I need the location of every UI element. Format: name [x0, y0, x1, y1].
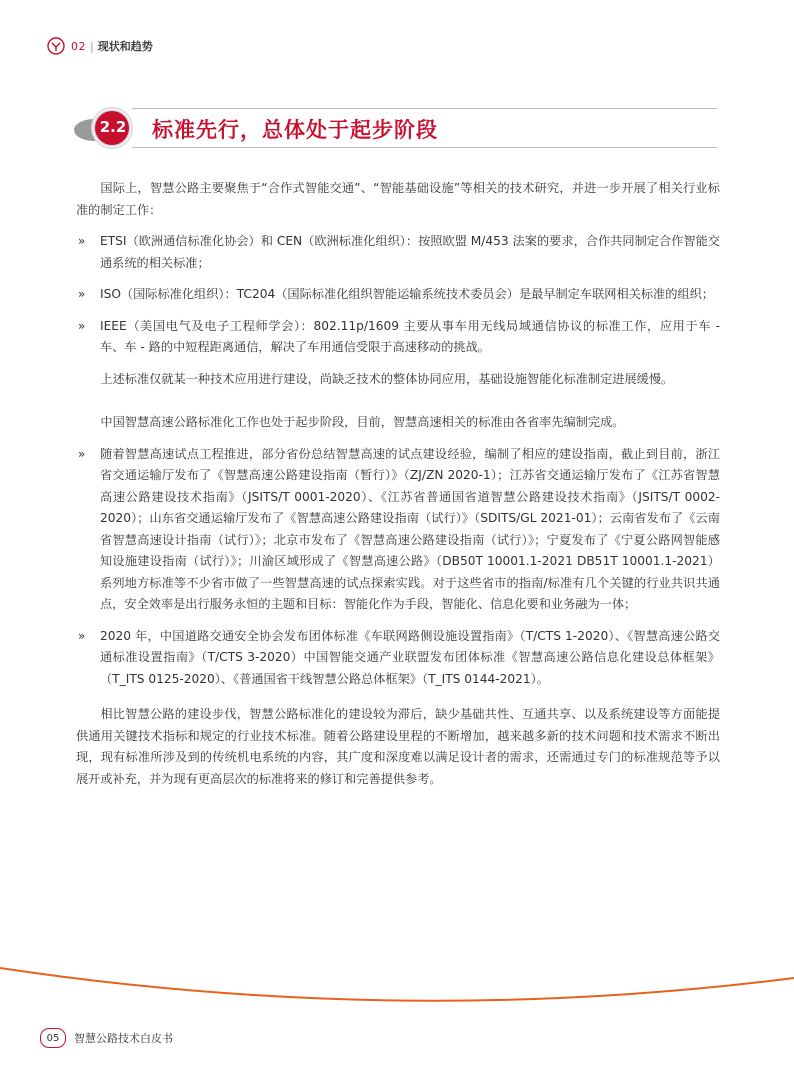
list-item	[76, 231, 720, 274]
section-badge-number: 2.2	[99, 118, 127, 136]
bullet-marker: »	[78, 628, 86, 643]
brand-logo-icon	[47, 37, 65, 55]
china-intro-paragraph: 中国智慧高速公路标准化工作也处于起步阶段，目前，智慧高速相关的标准由各省率先编制完成。	[100, 415, 625, 429]
heading-rule-top	[132, 108, 717, 109]
section-heading	[72, 100, 722, 160]
list-item-text: IEEE（美国电气及电子工程师学会）：802.11p/1609 主要从事车用无线局域通信协议的标准工作，应用于车 - 车、车 - 路的中短程距离通信，解决了车用通信受限于高速移动的挑战。	[100, 318, 720, 354]
list-item-text: ETSI（欧洲通信标准化协会）和 CEN（欧洲标准化组织）：按照欧盟 M/453 法案的要求，合作共同制定合作智能交通系统的相关标准；	[100, 234, 720, 270]
page-header	[47, 35, 153, 57]
page-number: 05	[40, 1028, 66, 1048]
intro-paragraph: 国际上，智慧公路主要聚焦于“合作式智能交通”、“智能基础设施”等相关的技术研究，并进一步开展了相关行业标准的制定工作：	[76, 181, 720, 217]
list-item	[76, 284, 720, 306]
list-item	[76, 444, 720, 616]
bullet-marker: »	[78, 318, 86, 333]
section-title: 现状和趋势	[97, 40, 153, 53]
section-number: 02	[71, 39, 86, 53]
bullet-marker: »	[78, 446, 86, 461]
list-item	[76, 316, 720, 359]
header-separator: |	[90, 39, 94, 53]
intl-summary-paragraph: 上述标准仅就某一种技术应用进行建设，尚缺乏技术的整体协同应用，基础设施智能化标准制定进展缓慢。	[100, 371, 674, 386]
decorative-curve	[0, 960, 794, 1020]
list-item-text: 随着智慧高速试点工程推进，部分省份总结智慧高速的试点建设经验，编制了相应的建设指南，截止到目前，浙江省交通运输厅发布了《智慧高速公路建设指南（暂行）》（ZJ/ZN 2020-1）；江苏省交通运输厅发布了《江苏省智慧高速公路建设技术指南》（JSITS/T 0001-2020）、《江苏省普通国省道智慧公路建设技术指南》（JSITS/T 0002-2020）；山东省交通运输厅发布了《智慧高速公路建设指南（试行）》（SDITS/GL 2021-01）；云南省发布了《云南省智慧高速设计指南（试行）》；北京市发布了《智慧高速公路建设指南（试行）》；宁夏发布了《宁夏公路网智能感知设施建设指南（试行）》；川渝区域形成了《智慧高速公路》（DB50T 10001.1-2021 DB51T 10001.1-2021）系列地方标准等不少省市做了一些智慧高速的试点探索实践。对于这些省市的指南/标准有几个关键的行业共识共通点，安全效率是出行服务永恒的主题和目标：智能化作为手段，智能化、信息化要和业务融为一体；	[100, 446, 720, 611]
heading-rule-bottom	[132, 147, 717, 148]
document-title: 智慧公路技术白皮书	[74, 1032, 173, 1045]
list-item-text: 2020 年，中国道路交通安全协会发布团体标准《车联网路侧设施设置指南》（T/CTS 1-2020）、《智慧高速公路交通标准设置指南》（T/CTS 3-2020）中国智能交通产业联盟发布团体标准《智慧高速公路信息化建设总体框架》（T_ITS 0125-2020）、《普通国省干线智慧公路总体框架》（T_ITS 0144-2021）。	[100, 628, 720, 686]
conclusion-paragraph: 相比智慧公路的建设步伐，智慧公路标准化的建设较为滞后，缺少基础共性、互通共享、以及系统建设等方面能提供通用关键技术指标和规定的行业技术标准。随着公路建设里程的不断增加，越来越多新的技术问题和技术需求不断出现，现有标准所涉及到的传统机电系统的内容，其广度和深度难以满足设计者的需求，还需通过专门的标准规范等予以展开或补充，并为现有更高层次的标准将来的修订和完善提供参考。	[76, 707, 720, 786]
list-item	[76, 626, 720, 691]
body-content	[76, 178, 720, 790]
bullet-marker: »	[78, 287, 86, 301]
page-footer	[40, 1028, 173, 1048]
page-title: 标准先行，总体处于起步阶段	[152, 118, 438, 142]
list-item-text: ISO（国际标准化组织）：TC204（国际标准化组织智能运输系统技术委员会）是最早制定车联网相关标准的组织；	[100, 287, 714, 301]
bullet-marker: »	[78, 234, 86, 248]
